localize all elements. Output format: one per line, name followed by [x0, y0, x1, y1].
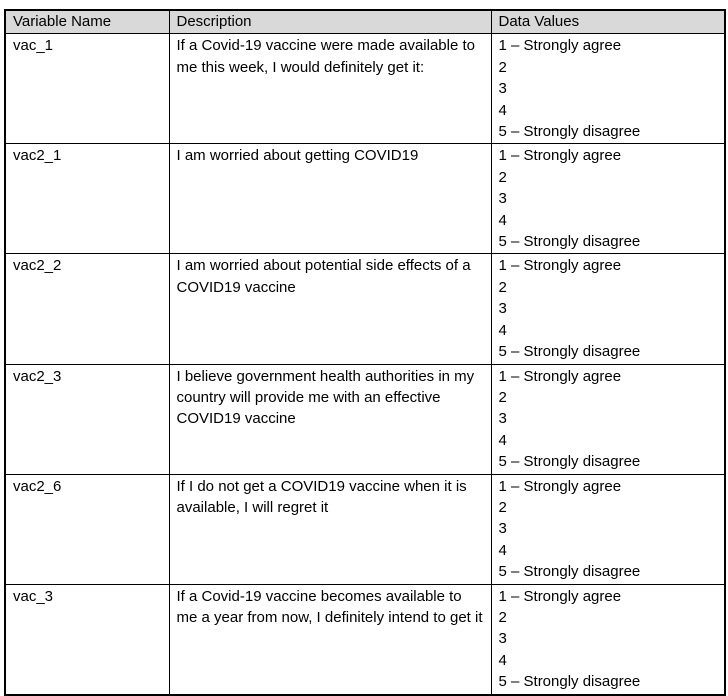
variable-name-cell: vac2_1	[5, 144, 169, 254]
description-cell: If a Covid-19 vaccine becomes available to me a year from now, I definitely intend to get it	[169, 584, 491, 695]
data-value-line: 1 – Strongly agree	[498, 257, 622, 275]
header-cell-data-values: Data Values	[491, 10, 725, 34]
variable-name-cell: vac2_3	[5, 364, 169, 474]
variable-codebook-table	[4, 9, 726, 696]
data-value-line: 3	[498, 520, 507, 538]
data-value-line: 5 – Strongly disagree	[498, 453, 641, 471]
variable-name-cell: vac_3	[5, 584, 169, 695]
data-value-line: 4	[498, 101, 507, 119]
data-value-line: 1 – Strongly agree	[498, 477, 622, 495]
data-value-line: 3	[498, 80, 507, 98]
data-value-line: 4	[498, 321, 507, 339]
data-value-line: 4	[498, 541, 507, 559]
data-value-line: 3	[498, 410, 507, 428]
data-value-line: 1 – Strongly agree	[498, 147, 622, 165]
data-value-line: 2	[498, 278, 507, 296]
data-value-line: 2	[498, 388, 507, 406]
table-row	[5, 584, 725, 695]
description-cell: I believe government health authorities in my country will provide me with an effective COVID19 vaccine	[169, 364, 491, 474]
data-value-line: 2	[498, 58, 507, 76]
data-values-cell	[491, 474, 725, 584]
data-value-line: 1 – Strongly agree	[498, 367, 622, 385]
header-cell-description: Description	[169, 10, 491, 34]
data-value-line: 4	[498, 431, 507, 449]
data-value-line: 3	[498, 630, 507, 648]
data-values-cell	[491, 34, 725, 144]
table-row	[5, 34, 725, 144]
data-value-line: 2	[498, 168, 507, 186]
data-values-cell	[491, 364, 725, 474]
description-cell: I am worried about getting COVID19	[169, 144, 491, 254]
description-cell: I am worried about potential side effects of a COVID19 vaccine	[169, 254, 491, 364]
data-values-cell	[491, 144, 725, 254]
table-row	[5, 474, 725, 584]
table-row	[5, 254, 725, 364]
data-value-line: 4	[498, 651, 507, 669]
data-value-line: 2	[498, 498, 507, 516]
data-value-line: 5 – Strongly disagree	[498, 673, 641, 691]
variable-name-cell: vac2_2	[5, 254, 169, 364]
data-values-cell	[491, 254, 725, 364]
table-row	[5, 144, 725, 254]
data-value-line: 5 – Strongly disagree	[498, 233, 641, 251]
description-cell: If I do not get a COVID19 vaccine when it is available, I will regret it	[169, 474, 491, 584]
data-value-line: 5 – Strongly disagree	[498, 563, 641, 581]
data-value-line: 1 – Strongly agree	[498, 587, 622, 605]
data-value-line: 2	[498, 608, 507, 626]
variable-name-cell: vac2_6	[5, 474, 169, 584]
description-cell: If a Covid-19 vaccine were made available to me this week, I would definitely get it:	[169, 34, 491, 144]
header-cell-variable-name: Variable Name	[5, 10, 169, 34]
data-value-line: 5 – Strongly disagree	[498, 123, 641, 141]
data-values-cell	[491, 584, 725, 695]
variable-name-cell: vac_1	[5, 34, 169, 144]
data-value-line: 1 – Strongly agree	[498, 37, 622, 55]
data-value-line: 5 – Strongly disagree	[498, 343, 641, 361]
data-value-line: 3	[498, 300, 507, 318]
data-value-line: 4	[498, 211, 507, 229]
table-row	[5, 364, 725, 474]
table-header-row	[5, 10, 725, 34]
data-value-line: 3	[498, 190, 507, 208]
